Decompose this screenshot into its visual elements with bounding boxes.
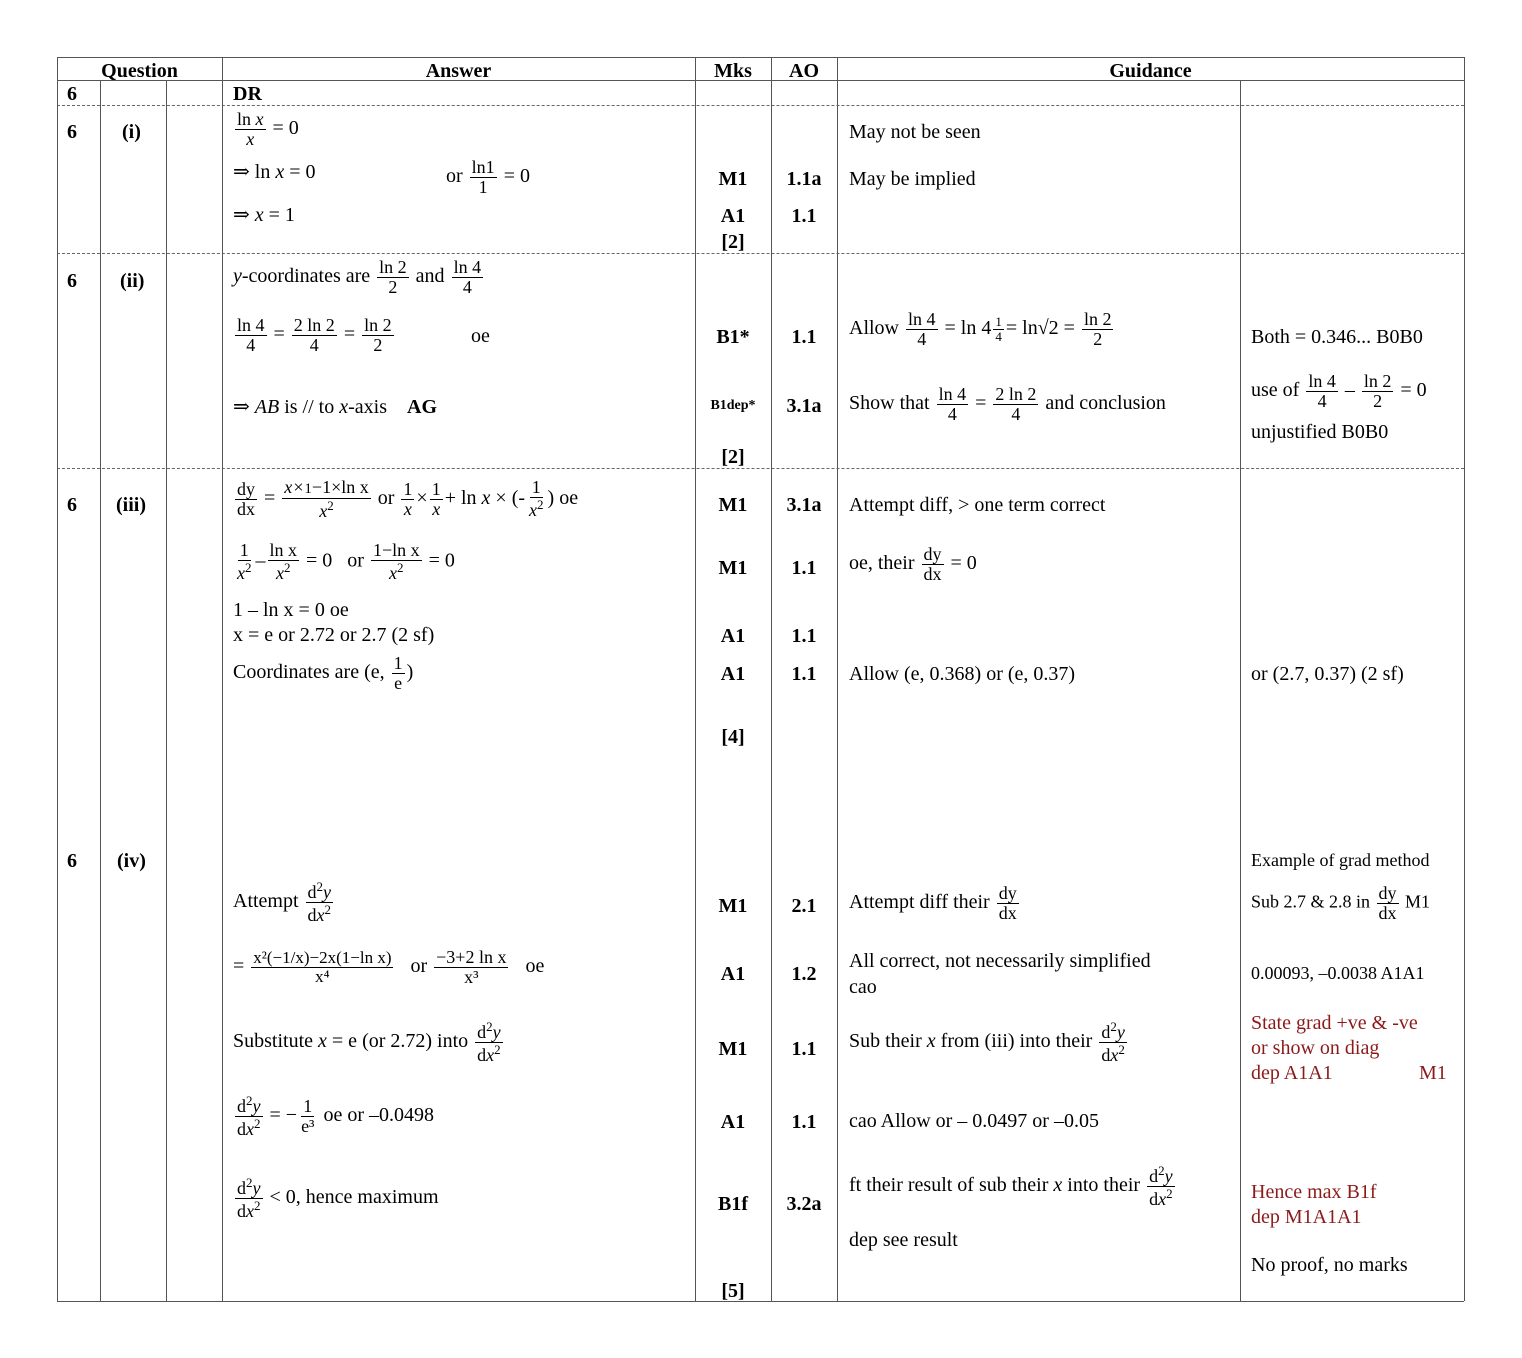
header-ao: AO xyxy=(789,60,819,82)
mark: A1 xyxy=(720,963,746,985)
guidance-text: Allow (e, 0.368) or (e, 0.37) xyxy=(849,663,1076,685)
extra-guidance-red: dep A1A1 xyxy=(1251,1062,1333,1084)
question-number: 6 xyxy=(67,494,77,516)
ao: 2.1 xyxy=(791,895,817,917)
header-guidance: Guidance xyxy=(1109,60,1192,82)
oe-note: oe xyxy=(471,325,490,347)
mark: M1 xyxy=(718,895,748,917)
ao: 3.2a xyxy=(786,1193,822,1215)
part-label: (i) xyxy=(122,121,141,143)
total-marks: [5] xyxy=(721,1280,745,1302)
answer-line: $\frac{d^2y}{dx^2}$ = − $\frac{1}{\text{e³}}$ oe or –0.0498 xyxy=(237,1093,434,1139)
row-divider xyxy=(57,468,1464,469)
row-divider xyxy=(57,253,1464,254)
col-border xyxy=(57,57,58,1301)
dr-label: DR xyxy=(233,83,262,105)
mark: M1 xyxy=(718,1038,748,1060)
ao: 1.1 xyxy=(791,557,817,579)
extra-guidance: 0.00093, –0.0038 A1A1 xyxy=(1251,963,1425,983)
ao: 1.1 xyxy=(791,625,817,647)
answer-line: y-coordinates are $\frac{\ln 2}{2}$ and $\frac{\ln 4}{4}$ xyxy=(233,257,482,297)
extra-guidance: unjustified B0B0 xyxy=(1251,421,1389,443)
mark: A1 xyxy=(720,1111,746,1133)
col-border xyxy=(100,80,101,1301)
question-number: 6 xyxy=(67,83,77,105)
guidance-text: cao xyxy=(849,976,877,998)
answer-line: x = e or 2.72 or 2.7 (2 sf) xyxy=(233,624,435,646)
mark: A1 xyxy=(720,625,746,647)
extra-guidance-red: dep M1A1A1 xyxy=(1251,1206,1362,1228)
guidance-line: ft their result of sub their x into their $\frac{d^2y}{dx^2}$ xyxy=(849,1163,1173,1209)
col-border xyxy=(166,80,167,1301)
header-marks: Mks xyxy=(714,60,752,82)
mark: B1* xyxy=(716,326,750,348)
ao: 1.1 xyxy=(791,326,817,348)
mark: A1 xyxy=(720,663,746,685)
guidance-text: Attempt diff, > one term correct xyxy=(849,494,1106,516)
ao: 3.1a xyxy=(786,395,822,417)
ao: 1.1 xyxy=(791,1038,817,1060)
guidance-line: oe, their $\frac{dy}{dx}$ = 0 xyxy=(849,544,977,584)
table-bottom-border xyxy=(57,1301,1464,1302)
part-label: (iv) xyxy=(117,850,146,872)
question-number: 6 xyxy=(67,270,77,292)
total-marks: [2] xyxy=(721,231,745,253)
ao: 3.1a xyxy=(786,494,822,516)
mark: M1 xyxy=(718,168,748,190)
answer-line: ⇒ AB is // to x-axis AG xyxy=(233,396,437,418)
extra-guidance: or (2.7, 0.37) (2 sf) xyxy=(1251,663,1404,685)
extra-guidance: Both = 0.346... B0B0 xyxy=(1251,326,1423,348)
extra-guidance: Example of grad method xyxy=(1251,850,1430,870)
extra-guidance: No proof, no marks xyxy=(1251,1254,1408,1276)
extra-guidance-red: or show on diag xyxy=(1251,1037,1380,1059)
question-number: 6 xyxy=(67,121,77,143)
answer-line: $\frac{1}{x^2}$ – $\frac{\text{ln x}}{x^2}$ = 0 or $\frac{\text{1−ln x}}{x^2}$ = 0 xyxy=(237,540,455,583)
total-marks: [2] xyxy=(721,446,745,468)
answer-line: $\frac{dy}{dx}$ = $\frac{\text{x×1−1×ln x}}{x^2}$ or $\frac{1}{x}$ × $\frac{1}{x}$ + ln x × (- $\frac{1}{x^2}$ ) oe xyxy=(237,477,579,521)
col-border xyxy=(1464,57,1465,1301)
row-divider xyxy=(57,105,1464,106)
guidance-line: Allow $\frac{\ln 4}{4}$ = ln 4 $\frac{1}{4}$ = ln√2 = $\frac{\ln 2}{2}$ xyxy=(849,309,1112,349)
col-border xyxy=(837,57,838,1301)
answer-line: $\frac{d^2y}{dx^2}$ < 0, hence maximum xyxy=(237,1175,439,1221)
mark: B1f xyxy=(718,1193,748,1215)
ao: 1.1 xyxy=(791,663,817,685)
answer-line: $\frac{\text{ln x}}{x}$ = 0 xyxy=(237,109,299,149)
mark: A1 xyxy=(720,205,746,227)
extra-guidance: Sub 2.7 & 2.8 in $\frac{dy}{dx}$ M1 xyxy=(1251,883,1431,923)
ao: 1.2 xyxy=(791,963,817,985)
extra-guidance-red: State grad +ve & -ve xyxy=(1251,1012,1418,1034)
guidance-text: May be implied xyxy=(849,168,976,190)
guidance-line: Attempt diff their $\frac{dy}{dx}$ xyxy=(849,883,1017,923)
col-border xyxy=(222,57,223,1301)
col-border xyxy=(1240,80,1241,1301)
answer-line: Coordinates are (e, $\frac{1}{e}$ ) xyxy=(233,653,414,693)
table-top-border xyxy=(57,57,1464,58)
ao: 1.1 xyxy=(791,1111,817,1133)
guidance-line: Show that $\frac{\ln 4}{4}$ = $\frac{2 \ln 2}{4}$ and conclusion xyxy=(849,384,1166,424)
answer-line: Attempt $\frac{d^2y}{dx^2}$ xyxy=(233,879,332,925)
ao: 1.1 xyxy=(791,205,817,227)
guidance-text: May not be seen xyxy=(849,121,981,143)
part-label: (ii) xyxy=(120,270,145,292)
guidance-text: All correct, not necessarily simplified xyxy=(849,950,1151,972)
extra-guidance: use of $\frac{\ln 4}{4}$ – $\frac{\ln 2}{2}$ = 0 xyxy=(1251,371,1427,411)
mark: B1dep* xyxy=(710,398,756,413)
extra-guidance-red: Hence max B1f xyxy=(1251,1181,1377,1203)
header-question: Question xyxy=(101,60,178,82)
answer-line: ⇒ ln x = 0 xyxy=(233,161,316,183)
guidance-line: Sub their x from (iii) into their $\frac{d^2y}{dx^2}$ xyxy=(849,1019,1125,1065)
answer-line: Substitute x = e (or 2.72) into $\frac{d^2y}{dx^2}$ xyxy=(233,1019,501,1065)
total-marks: [4] xyxy=(721,726,745,748)
mark: M1 xyxy=(718,494,748,516)
mark: M1 xyxy=(718,557,748,579)
question-number: 6 xyxy=(67,850,77,872)
answer-line: ⇒ x = 1 xyxy=(233,204,295,226)
answer-line: 1 – ln x = 0 oe xyxy=(233,599,349,621)
guidance-text: dep see result xyxy=(849,1229,958,1251)
part-label: (iii) xyxy=(116,494,146,516)
ao: 1.1a xyxy=(786,168,822,190)
header-answer: Answer xyxy=(425,60,492,82)
answer-line: = $\frac{\text{x²(−1/x)−2x(1−ln x)}}{\text{x⁴}}$ or $\frac{\text{−3+2 ln x}}{\text{x³}}$ oe xyxy=(233,947,545,987)
answer-line: $\frac{\ln 4}{4}$ = $\frac{2 \ln 2}{4}$ = $\frac{\ln 2}{2}$ xyxy=(237,315,392,355)
extra-guidance-red: M1 xyxy=(1419,1062,1447,1084)
guidance-text: cao Allow or – 0.0497 or –0.05 xyxy=(849,1110,1099,1132)
answer-line: or $\frac{\ln 1}{1}$ = 0 xyxy=(446,157,530,197)
